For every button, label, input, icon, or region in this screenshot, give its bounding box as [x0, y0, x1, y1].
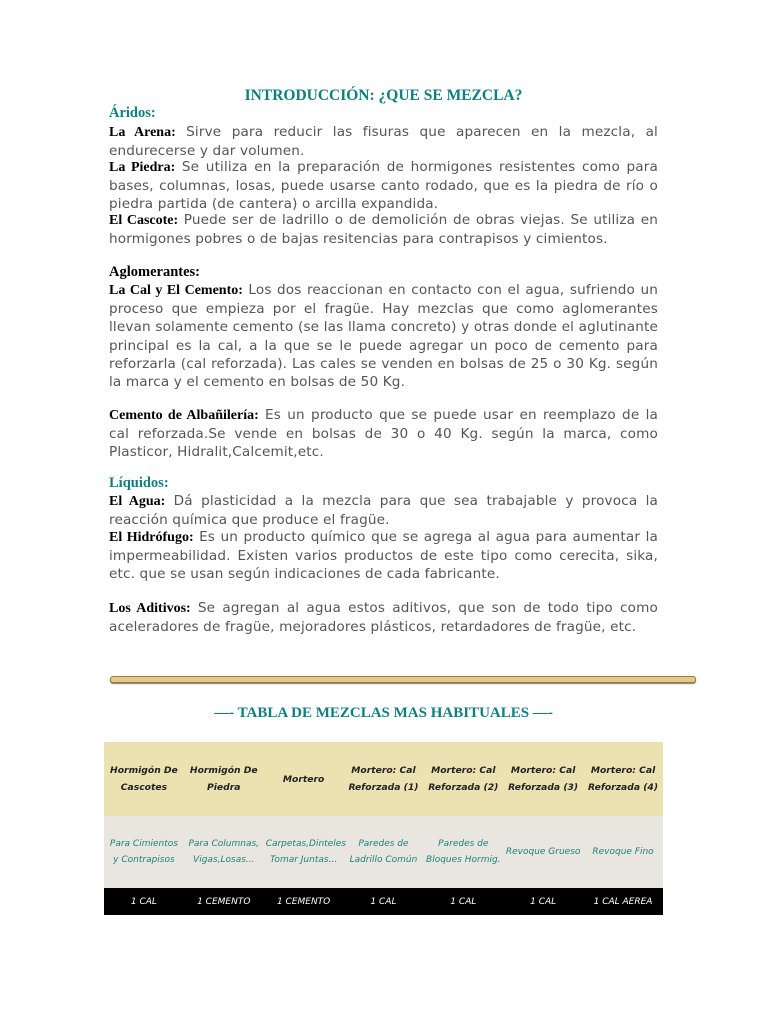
header-cell: Mortero: [264, 742, 344, 816]
amount-cell: 1 CEMENTO: [264, 888, 344, 915]
header-cell: Mortero: Cal Reforzada (4): [583, 742, 663, 816]
amount-cell: 1 CAL: [423, 888, 503, 915]
agua-text: Dá plasticidad a la mezcla para que sea trabajable y provoca la reacción química que produce el fragüe.: [109, 493, 659, 529]
header-cell: Hormigón De Cascotes: [104, 742, 184, 816]
piedra-text: Se utiliza en la preparación de hormigones resistentes como para bases, columnas, losas, puede usarse canto rodado, que es la piedra de río o piedra partida (de cantera) o arcilla expandida.: [109, 159, 658, 213]
table-header-row: [104, 742, 663, 816]
table-row-uses: [104, 816, 663, 888]
agua-label: El Agua:: [109, 494, 166, 509]
cal-cemento-text: Los dos reaccionan en contacto con el agua, sufriendo un proceso que empieza por el fragüe. Hay mezclas que como aglomerantes llevan solamente cemento (se las llama concreto) y otras donde el aglutinante principal es la cal, a la que se le puede agregar un poco de cemento para reforzarla (cal reforzada). Las cales se venden en bolsas de 25 o 30 Kg. según la marca y el cemento en bolsas de 50 Kg.: [109, 282, 658, 391]
page-title: INTRODUCCIÓN: ¿QUE SE MEZCLA?: [244, 87, 523, 104]
arena-text: Sirve para reducir las fisuras que aparecen en la mezcla, al endurecerse y dar volumen.: [109, 124, 658, 160]
amount-cell: 1 CAL: [344, 888, 424, 915]
hidrofugo-label: El Hidrófugo:: [109, 530, 194, 545]
hidrofugo-paragraph: [109, 528, 658, 584]
arena-label: La Arena:: [109, 125, 176, 140]
aditivos-text: Se agregan al agua estos aditivos, que son de todo tipo como aceleradores de fragüe, mejoradores plásticos, retardadores de fragüe, etc.: [109, 600, 658, 636]
table-title: —- TABLA DE MEZCLAS MAS HABITUALES —-: [214, 705, 553, 721]
cal-cemento-paragraph: [109, 281, 658, 391]
amount-cell: 1 CAL AEREA: [583, 888, 663, 915]
aridos-heading: Áridos:: [109, 105, 156, 121]
table-row-amounts: [104, 888, 663, 915]
header-cell: Hormigón De Piedra: [184, 742, 264, 816]
header-cell: Mortero: Cal Reforzada (1): [344, 742, 424, 816]
amount-cell: 1 CEMENTO: [184, 888, 264, 915]
header-cell: Mortero: Cal Reforzada (3): [503, 742, 583, 816]
albanileria-paragraph: [109, 406, 658, 462]
amount-cell: 1 CAL: [503, 888, 583, 915]
cal-cemento-label: La Cal y El Cemento:: [109, 283, 243, 298]
hidrofugo-text: Es un producto químico que se agrega al agua para aumentar la impermeabilidad. Existen varios productos de este tipo como cerecita, sika, etc. que se usan según indicaciones de cada fabricante.: [109, 529, 658, 583]
use-cell: Paredes de Bloques Hormig.: [423, 816, 503, 888]
use-cell: Carpetas,Dinteles Tomar Juntas...: [264, 816, 344, 888]
aditivos-paragraph: [109, 599, 658, 636]
piedra-paragraph: [109, 158, 658, 214]
arena-paragraph: [109, 123, 658, 160]
use-cell: Revoque Fino: [583, 816, 663, 888]
albanileria-text: Es un producto que se puede usar en reemplazo de la cal reforzada.Se vende en bolsas de 30 o 40 Kg. según la marca, como Plasticor, Hidralit,Calcemit,etc.: [109, 407, 658, 461]
use-cell: Para Columnas, Vigas,Losas...: [184, 816, 264, 888]
mixtures-table: [104, 742, 663, 915]
amount-cell: 1 CAL: [104, 888, 184, 915]
aglomerantes-heading: Aglomerantes:: [109, 264, 201, 280]
use-cell: Revoque Grueso: [503, 816, 583, 888]
piedra-label: La Piedra:: [109, 160, 176, 175]
cascote-paragraph: [109, 211, 658, 248]
cascote-text: Puede ser de ladrillo o de demolición de obras viejas. Se utiliza en hormigones pobres o de bajas resitencias para contrapisos y cimientos.: [109, 212, 658, 248]
liquidos-heading: Líquidos:: [109, 475, 169, 491]
section-divider: [110, 676, 696, 683]
aditivos-label: Los Aditivos:: [109, 601, 191, 616]
header-cell: Mortero: Cal Reforzada (2): [423, 742, 503, 816]
agua-paragraph: [109, 492, 658, 529]
use-cell: Paredes de Ladrillo Común: [344, 816, 424, 888]
use-cell: Para Cimientos y Contrapisos: [104, 816, 184, 888]
albanileria-label: Cemento de Albañilería:: [109, 408, 259, 423]
cascote-label: El Cascote:: [109, 213, 179, 228]
